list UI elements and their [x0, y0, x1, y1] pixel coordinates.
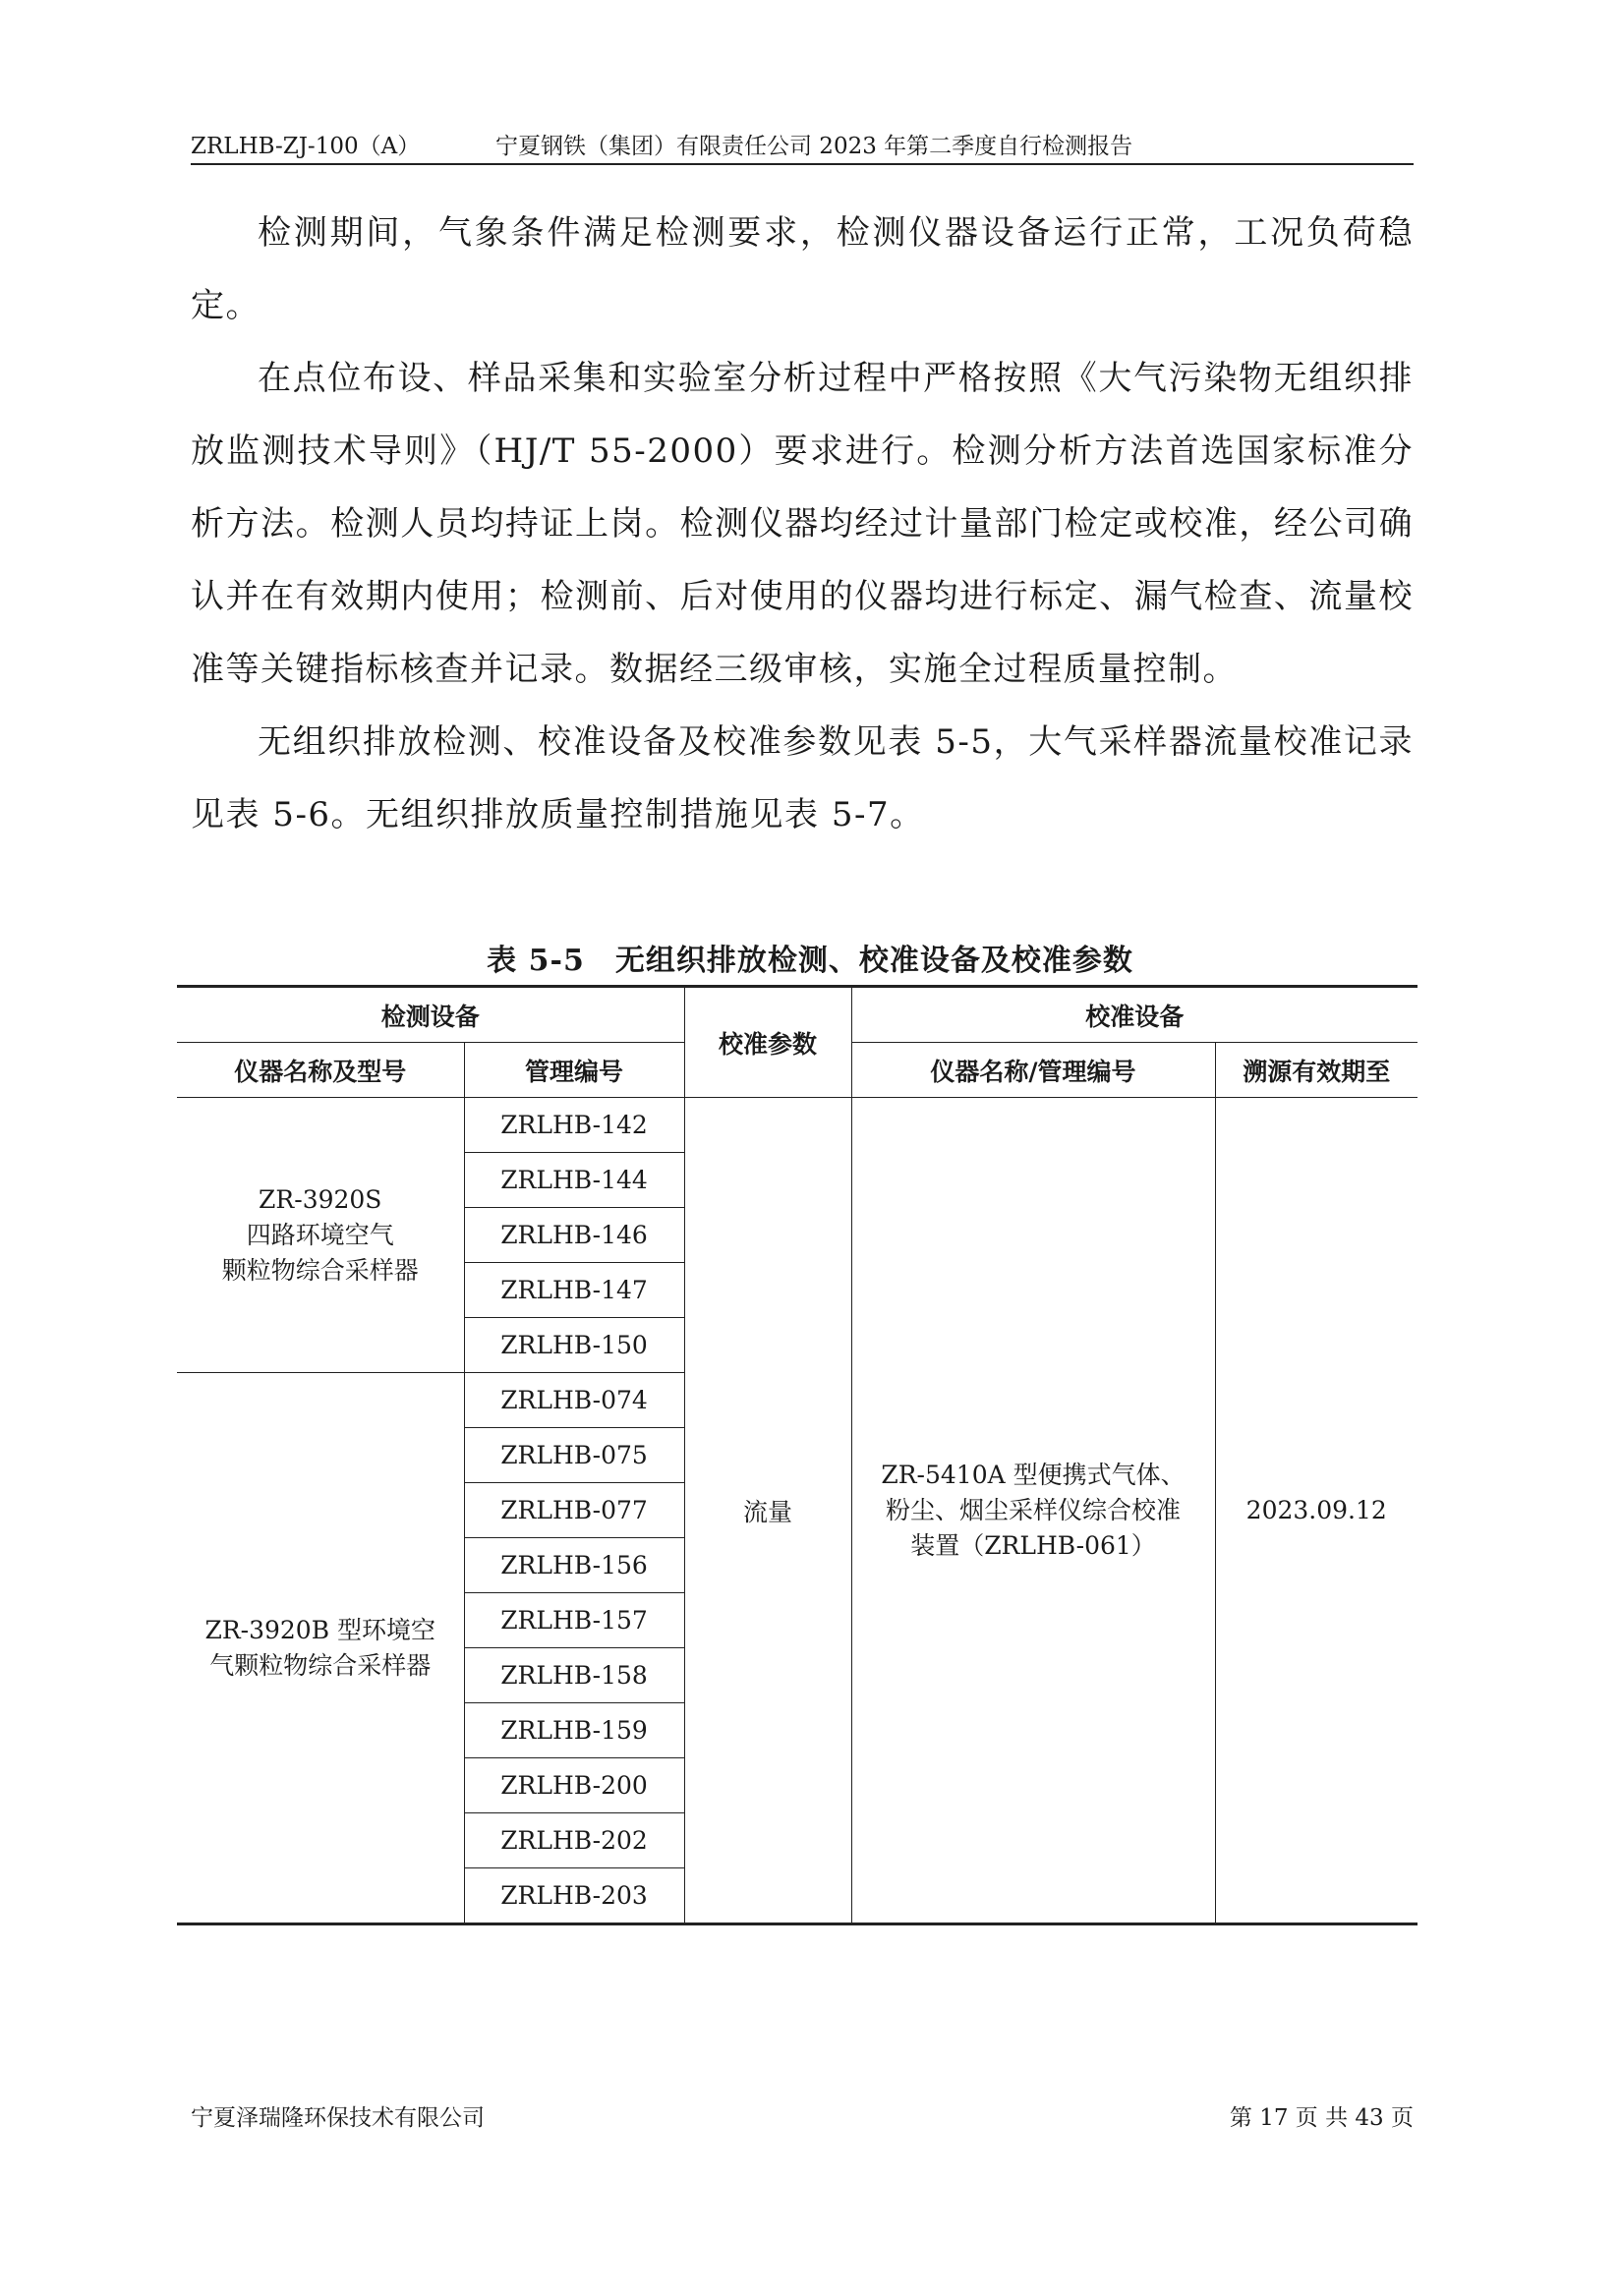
header-management-no: 管理编号 — [464, 1043, 684, 1098]
calibration-table — [177, 985, 1418, 1925]
header-calibration-equipment: 校准设备 — [851, 987, 1418, 1043]
management-id: ZRLHB-142 — [464, 1098, 684, 1153]
body-text — [191, 197, 1414, 851]
management-id: ZRLHB-077 — [464, 1483, 684, 1538]
management-id: ZRLHB-200 — [464, 1758, 684, 1813]
management-id: ZRLHB-075 — [464, 1428, 684, 1483]
table-row — [177, 1098, 1418, 1153]
instrument-group-b: ZR-3920B 型环境空 气颗粒物综合采样器 — [177, 1373, 464, 1924]
footer-company: 宁夏泽瑞隆环保技术有限公司 — [191, 2105, 485, 2131]
report-title: 宁夏钢铁（集团）有限责任公司 2023 年第二季度自行检测报告 — [495, 134, 1133, 159]
management-id: ZRLHB-158 — [464, 1648, 684, 1703]
management-id: ZRLHB-074 — [464, 1373, 684, 1428]
management-id: ZRLHB-146 — [464, 1208, 684, 1263]
management-id: ZRLHB-150 — [464, 1318, 684, 1373]
header-cal-instrument: 仪器名称/管理编号 — [851, 1043, 1215, 1098]
management-id: ZRLHB-157 — [464, 1593, 684, 1648]
page-header — [191, 124, 1414, 165]
header-detection-equipment: 检测设备 — [177, 987, 684, 1043]
management-id: ZRLHB-203 — [464, 1868, 684, 1924]
table-caption: 表 5-5 无组织排放检测、校准设备及校准参数 — [487, 944, 1133, 978]
instrument-group-a: ZR-3920S 四路环境空气 颗粒物综合采样器 — [177, 1098, 464, 1373]
management-id: ZRLHB-144 — [464, 1153, 684, 1208]
document-code: ZRLHB-ZJ-100（A） — [191, 134, 421, 159]
paragraph: 无组织排放检测、校准设备及校准参数见表 5-5，大气采样器流量校准记录见表 5-6。无组织排放质量控制措施见表 5-7。 — [191, 722, 1414, 834]
page-number: 第 17 页 共 43 页 — [1229, 2105, 1414, 2131]
header-instrument-name: 仪器名称及型号 — [177, 1043, 464, 1098]
calibration-device-cell: ZR-5410A 型便携式气体、 粉尘、烟尘采样仪综合校准 装置（ZRLHB-061） — [851, 1098, 1215, 1924]
valid-until-cell: 2023.09.12 — [1215, 1098, 1418, 1924]
management-id: ZRLHB-159 — [464, 1703, 684, 1758]
paragraph: 检测期间，气象条件满足检测要求，检测仪器设备运行正常，工况负荷稳定。 — [191, 213, 1414, 325]
calibration-param-cell: 流量 — [684, 1098, 851, 1924]
paragraph: 在点位布设、样品采集和实验室分析过程中严格按照《大气污染物无组织排放监测技术导则》（HJ/T 55-2000）要求进行。检测分析方法首选国家标准分析方法。检测人员均持证上岗。检测仪器均经过计量部门检定或校准，经公司确认并在有效期内使用；检测前、后对使用的仪器均进行标定、漏气检查、流量校准等关键指标核查并记录。数据经三级审核，实施全过程质量控制。 — [191, 359, 1414, 689]
header-calibration-param: 校准参数 — [684, 987, 851, 1098]
management-id: ZRLHB-156 — [464, 1538, 684, 1593]
header-valid-until: 溯源有效期至 — [1215, 1043, 1418, 1098]
management-id: ZRLHB-147 — [464, 1263, 684, 1318]
management-id: ZRLHB-202 — [464, 1813, 684, 1868]
